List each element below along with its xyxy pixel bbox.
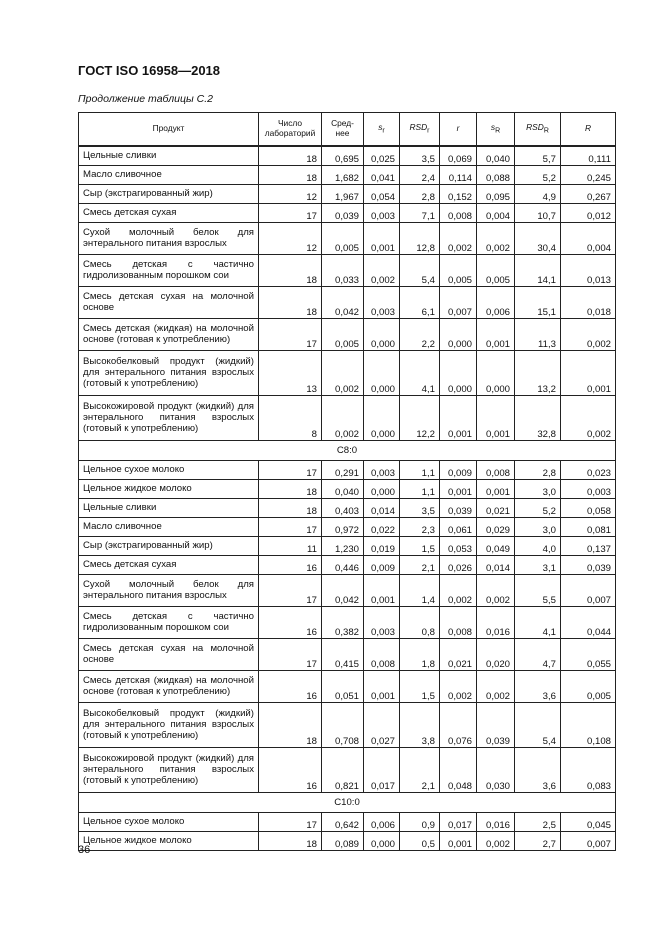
cell-sr: 0,008 xyxy=(364,638,400,670)
cell-r: 0,008 xyxy=(440,606,477,638)
col-header-r: r xyxy=(440,113,477,147)
table-row xyxy=(79,517,616,536)
cell-mean: 0,051 xyxy=(322,670,364,702)
cell-sR: 0,014 xyxy=(477,555,515,574)
cell-rsdr: 2,3 xyxy=(400,517,440,536)
cell-rsdR: 5,7 xyxy=(515,146,561,165)
cell-sR: 0,005 xyxy=(477,254,515,286)
cell-labs: 17 xyxy=(259,812,322,831)
cell-sr: 0,001 xyxy=(364,574,400,606)
cell-labs: 18 xyxy=(259,286,322,318)
table-row xyxy=(79,350,616,395)
cell-product: Смесь детская сухая на молочной основе xyxy=(79,286,259,318)
cell-rsdr: 2,1 xyxy=(400,747,440,792)
cell-R: 0,044 xyxy=(561,606,616,638)
cell-rsdR: 4,0 xyxy=(515,536,561,555)
col-header-rsdr: $RSD_r$ xyxy=(400,113,440,147)
cell-sR: 0,006 xyxy=(477,286,515,318)
cell-product: Высокобелковый продукт (жидкий) для энтерального питания взрослых (готовый к употреблению) xyxy=(79,350,259,395)
cell-sr: 0,003 xyxy=(364,286,400,318)
cell-sR: 0,049 xyxy=(477,536,515,555)
cell-R: 0,245 xyxy=(561,165,616,184)
cell-R: 0,267 xyxy=(561,184,616,203)
cell-product: Смесь детская (жидкая) на молочной основе (готовая к употреблению) xyxy=(79,318,259,350)
cell-labs: 13 xyxy=(259,350,322,395)
cell-rsdR: 4,7 xyxy=(515,638,561,670)
cell-r: 0,017 xyxy=(440,812,477,831)
cell-mean: 1,682 xyxy=(322,165,364,184)
table-row xyxy=(79,479,616,498)
cell-sR: 0,039 xyxy=(477,702,515,747)
cell-sR: 0,001 xyxy=(477,318,515,350)
cell-R: 0,005 xyxy=(561,670,616,702)
cell-sr: 0,014 xyxy=(364,498,400,517)
cell-sr: 0,000 xyxy=(364,350,400,395)
cell-rsdr: 12,2 xyxy=(400,395,440,440)
table-row xyxy=(79,555,616,574)
section-label: С8:0 xyxy=(79,440,616,460)
cell-rsdR: 13,2 xyxy=(515,350,561,395)
table-row xyxy=(79,460,616,479)
table-row xyxy=(79,165,616,184)
table-row xyxy=(79,702,616,747)
cell-mean: 0,821 xyxy=(322,747,364,792)
cell-mean: 0,089 xyxy=(322,831,364,850)
cell-mean: 0,708 xyxy=(322,702,364,747)
table-row xyxy=(79,286,616,318)
cell-r: 0,026 xyxy=(440,555,477,574)
cell-labs: 12 xyxy=(259,222,322,254)
cell-sR: 0,002 xyxy=(477,670,515,702)
cell-mean: 0,695 xyxy=(322,146,364,165)
cell-mean: 0,002 xyxy=(322,395,364,440)
cell-rsdR: 3,1 xyxy=(515,555,561,574)
cell-mean: 0,033 xyxy=(322,254,364,286)
cell-product: Сыр (экстрагированный жир) xyxy=(79,184,259,203)
cell-labs: 17 xyxy=(259,517,322,536)
cell-sR: 0,029 xyxy=(477,517,515,536)
cell-R: 0,137 xyxy=(561,536,616,555)
table-row xyxy=(79,184,616,203)
section-row xyxy=(79,440,616,460)
cell-sr: 0,003 xyxy=(364,606,400,638)
cell-labs: 17 xyxy=(259,203,322,222)
cell-mean: 0,403 xyxy=(322,498,364,517)
cell-R: 0,108 xyxy=(561,702,616,747)
cell-rsdr: 3,8 xyxy=(400,702,440,747)
cell-product: Цельное жидкое молоко xyxy=(79,831,259,850)
cell-sr: 0,000 xyxy=(364,831,400,850)
section-label: С10:0 xyxy=(79,792,616,812)
cell-sR: 0,002 xyxy=(477,222,515,254)
cell-labs: 18 xyxy=(259,254,322,286)
col-header-R: R xyxy=(561,113,616,147)
cell-labs: 18 xyxy=(259,479,322,498)
cell-sR: 0,020 xyxy=(477,638,515,670)
cell-mean: 0,446 xyxy=(322,555,364,574)
col-header-mean: Сред-нее xyxy=(322,113,364,147)
cell-sr: 0,003 xyxy=(364,460,400,479)
cell-R: 0,002 xyxy=(561,395,616,440)
cell-r: 0,053 xyxy=(440,536,477,555)
cell-mean: 0,040 xyxy=(322,479,364,498)
cell-labs: 8 xyxy=(259,395,322,440)
page-number: 36 xyxy=(78,844,91,856)
cell-r: 0,069 xyxy=(440,146,477,165)
cell-sR: 0,008 xyxy=(477,460,515,479)
cell-rsdR: 5,5 xyxy=(515,574,561,606)
cell-mean: 0,002 xyxy=(322,350,364,395)
cell-sR: 0,016 xyxy=(477,606,515,638)
cell-rsdR: 5,2 xyxy=(515,498,561,517)
cell-mean: 0,642 xyxy=(322,812,364,831)
cell-sr: 0,000 xyxy=(364,479,400,498)
cell-labs: 16 xyxy=(259,606,322,638)
cell-rsdr: 7,1 xyxy=(400,203,440,222)
cell-r: 0,005 xyxy=(440,254,477,286)
cell-rsdr: 3,5 xyxy=(400,498,440,517)
cell-r: 0,009 xyxy=(440,460,477,479)
cell-rsdR: 5,4 xyxy=(515,702,561,747)
cell-rsdr: 2,8 xyxy=(400,184,440,203)
table-row xyxy=(79,222,616,254)
cell-labs: 17 xyxy=(259,460,322,479)
cell-r: 0,000 xyxy=(440,318,477,350)
cell-product: Высокожировой продукт (жидкий) для энтерального питания взрослых (готовый к употреблению) xyxy=(79,747,259,792)
cell-product: Смесь детская сухая xyxy=(79,203,259,222)
col-header-sR: $s_R$ xyxy=(477,113,515,147)
cell-mean: 0,005 xyxy=(322,222,364,254)
cell-labs: 12 xyxy=(259,184,322,203)
cell-sR: 0,000 xyxy=(477,350,515,395)
cell-product: Смесь детская с частично гидролизованным порошком сои xyxy=(79,606,259,638)
cell-sr: 0,009 xyxy=(364,555,400,574)
cell-sr: 0,041 xyxy=(364,165,400,184)
cell-labs: 17 xyxy=(259,318,322,350)
cell-product: Смесь детская (жидкая) на молочной основе (готовая к употреблению) xyxy=(79,670,259,702)
cell-rsdR: 10,7 xyxy=(515,203,561,222)
table-row xyxy=(79,747,616,792)
cell-sr: 0,000 xyxy=(364,318,400,350)
cell-labs: 16 xyxy=(259,670,322,702)
cell-R: 0,111 xyxy=(561,146,616,165)
cell-r: 0,002 xyxy=(440,670,477,702)
cell-r: 0,008 xyxy=(440,203,477,222)
cell-r: 0,000 xyxy=(440,350,477,395)
cell-rsdr: 12,8 xyxy=(400,222,440,254)
cell-product: Цельное жидкое молоко xyxy=(79,479,259,498)
cell-R: 0,004 xyxy=(561,222,616,254)
cell-rsdR: 2,7 xyxy=(515,831,561,850)
cell-sr: 0,006 xyxy=(364,812,400,831)
cell-mean: 0,972 xyxy=(322,517,364,536)
section-row xyxy=(79,792,616,812)
cell-rsdr: 1,1 xyxy=(400,479,440,498)
cell-labs: 18 xyxy=(259,831,322,850)
cell-rsdR: 5,2 xyxy=(515,165,561,184)
cell-product: Цельное сухое молоко xyxy=(79,460,259,479)
table-row xyxy=(79,203,616,222)
cell-rsdr: 1,8 xyxy=(400,638,440,670)
cell-labs: 18 xyxy=(259,498,322,517)
cell-labs: 16 xyxy=(259,747,322,792)
cell-product: Цельные сливки xyxy=(79,146,259,165)
cell-mean: 1,230 xyxy=(322,536,364,555)
cell-r: 0,152 xyxy=(440,184,477,203)
cell-sr: 0,019 xyxy=(364,536,400,555)
cell-rsdr: 6,1 xyxy=(400,286,440,318)
cell-r: 0,076 xyxy=(440,702,477,747)
cell-sR: 0,088 xyxy=(477,165,515,184)
cell-r: 0,021 xyxy=(440,638,477,670)
document-header: ГОСТ ISO 16958—2018 xyxy=(78,63,221,78)
cell-sR: 0,001 xyxy=(477,479,515,498)
cell-rsdR: 30,4 xyxy=(515,222,561,254)
cell-rsdR: 15,1 xyxy=(515,286,561,318)
cell-R: 0,058 xyxy=(561,498,616,517)
cell-sr: 0,001 xyxy=(364,222,400,254)
cell-product: Масло сливочное xyxy=(79,517,259,536)
table-row xyxy=(79,146,616,165)
cell-mean: 0,005 xyxy=(322,318,364,350)
cell-R: 0,045 xyxy=(561,812,616,831)
cell-labs: 16 xyxy=(259,555,322,574)
cell-R: 0,018 xyxy=(561,286,616,318)
cell-rsdR: 2,5 xyxy=(515,812,561,831)
cell-product: Смесь детская сухая xyxy=(79,555,259,574)
cell-R: 0,055 xyxy=(561,638,616,670)
cell-rsdr: 2,4 xyxy=(400,165,440,184)
cell-labs: 17 xyxy=(259,574,322,606)
cell-mean: 0,042 xyxy=(322,286,364,318)
cell-labs: 18 xyxy=(259,702,322,747)
col-header-labs: Число лабораторий xyxy=(259,113,322,147)
cell-product: Высокожировой продукт (жидкий) для энтерального питания взрослых (готовый к употреблению) xyxy=(79,395,259,440)
cell-product: Сухой молочный белок для энтерального питания взрослых xyxy=(79,222,259,254)
cell-r: 0,114 xyxy=(440,165,477,184)
cell-rsdr: 0,9 xyxy=(400,812,440,831)
cell-rsdr: 1,4 xyxy=(400,574,440,606)
cell-sR: 0,030 xyxy=(477,747,515,792)
cell-product: Сухой молочный белок для энтерального питания взрослых xyxy=(79,574,259,606)
table-row xyxy=(79,318,616,350)
cell-rsdr: 1,5 xyxy=(400,536,440,555)
cell-sR: 0,004 xyxy=(477,203,515,222)
cell-R: 0,083 xyxy=(561,747,616,792)
cell-product: Высокобелковый продукт (жидкий) для энтерального питания взрослых (готовый к употреблению) xyxy=(79,702,259,747)
table-caption: Продолжение таблицы С.2 xyxy=(78,93,213,105)
cell-rsdr: 0,8 xyxy=(400,606,440,638)
cell-sr: 0,017 xyxy=(364,747,400,792)
cell-r: 0,001 xyxy=(440,395,477,440)
cell-r: 0,002 xyxy=(440,574,477,606)
col-header-rsdR: $RSD_R$ xyxy=(515,113,561,147)
table-row xyxy=(79,831,616,850)
cell-R: 0,039 xyxy=(561,555,616,574)
cell-sr: 0,022 xyxy=(364,517,400,536)
cell-r: 0,001 xyxy=(440,479,477,498)
cell-sR: 0,002 xyxy=(477,831,515,850)
table-row xyxy=(79,606,616,638)
cell-mean: 1,967 xyxy=(322,184,364,203)
cell-sr: 0,027 xyxy=(364,702,400,747)
cell-sR: 0,040 xyxy=(477,146,515,165)
cell-R: 0,007 xyxy=(561,574,616,606)
cell-labs: 17 xyxy=(259,638,322,670)
cell-sR: 0,016 xyxy=(477,812,515,831)
cell-rsdr: 1,5 xyxy=(400,670,440,702)
table-row xyxy=(79,670,616,702)
cell-rsdr: 3,5 xyxy=(400,146,440,165)
table-body xyxy=(79,146,616,850)
cell-r: 0,001 xyxy=(440,831,477,850)
table-row xyxy=(79,395,616,440)
cell-R: 0,023 xyxy=(561,460,616,479)
cell-labs: 18 xyxy=(259,165,322,184)
cell-rsdR: 11,3 xyxy=(515,318,561,350)
cell-sR: 0,095 xyxy=(477,184,515,203)
results-table xyxy=(78,112,616,851)
cell-R: 0,013 xyxy=(561,254,616,286)
cell-sr: 0,054 xyxy=(364,184,400,203)
cell-mean: 0,415 xyxy=(322,638,364,670)
cell-mean: 0,291 xyxy=(322,460,364,479)
cell-sR: 0,001 xyxy=(477,395,515,440)
cell-rsdR: 4,1 xyxy=(515,606,561,638)
cell-mean: 0,382 xyxy=(322,606,364,638)
cell-rsdR: 14,1 xyxy=(515,254,561,286)
cell-r: 0,002 xyxy=(440,222,477,254)
cell-R: 0,012 xyxy=(561,203,616,222)
cell-rsdR: 3,0 xyxy=(515,517,561,536)
cell-rsdR: 2,8 xyxy=(515,460,561,479)
cell-product: Сыр (экстрагированный жир) xyxy=(79,536,259,555)
cell-R: 0,081 xyxy=(561,517,616,536)
cell-mean: 0,042 xyxy=(322,574,364,606)
cell-r: 0,061 xyxy=(440,517,477,536)
cell-rsdr: 1,1 xyxy=(400,460,440,479)
cell-labs: 11 xyxy=(259,536,322,555)
table-row xyxy=(79,536,616,555)
cell-R: 0,007 xyxy=(561,831,616,850)
table-row xyxy=(79,638,616,670)
cell-sr: 0,002 xyxy=(364,254,400,286)
cell-rsdR: 3,6 xyxy=(515,670,561,702)
cell-sR: 0,002 xyxy=(477,574,515,606)
cell-r: 0,007 xyxy=(440,286,477,318)
table-row xyxy=(79,254,616,286)
cell-rsdR: 3,6 xyxy=(515,747,561,792)
cell-R: 0,002 xyxy=(561,318,616,350)
col-header-sr: $s_r$ xyxy=(364,113,400,147)
cell-r: 0,048 xyxy=(440,747,477,792)
cell-rsdr: 5,4 xyxy=(400,254,440,286)
cell-product: Масло сливочное xyxy=(79,165,259,184)
cell-mean: 0,039 xyxy=(322,203,364,222)
cell-sr: 0,025 xyxy=(364,146,400,165)
cell-rsdR: 3,0 xyxy=(515,479,561,498)
cell-R: 0,003 xyxy=(561,479,616,498)
cell-r: 0,039 xyxy=(440,498,477,517)
cell-product: Цельное сухое молоко xyxy=(79,812,259,831)
cell-sr: 0,003 xyxy=(364,203,400,222)
cell-labs: 18 xyxy=(259,146,322,165)
cell-rsdR: 32,8 xyxy=(515,395,561,440)
cell-product: Смесь детская сухая на молочной основе xyxy=(79,638,259,670)
cell-rsdr: 0,5 xyxy=(400,831,440,850)
col-header-product: Продукт xyxy=(79,113,259,147)
cell-rsdr: 4,1 xyxy=(400,350,440,395)
cell-R: 0,001 xyxy=(561,350,616,395)
table-row xyxy=(79,812,616,831)
cell-product: Цельные сливки xyxy=(79,498,259,517)
cell-product: Смесь детская с частично гидролизованным порошком сои xyxy=(79,254,259,286)
cell-sr: 0,001 xyxy=(364,670,400,702)
table-row xyxy=(79,498,616,517)
cell-rsdr: 2,2 xyxy=(400,318,440,350)
cell-sR: 0,021 xyxy=(477,498,515,517)
cell-rsdr: 2,1 xyxy=(400,555,440,574)
cell-sr: 0,000 xyxy=(364,395,400,440)
table-row xyxy=(79,574,616,606)
table-header-row xyxy=(79,113,616,147)
cell-rsdR: 4,9 xyxy=(515,184,561,203)
